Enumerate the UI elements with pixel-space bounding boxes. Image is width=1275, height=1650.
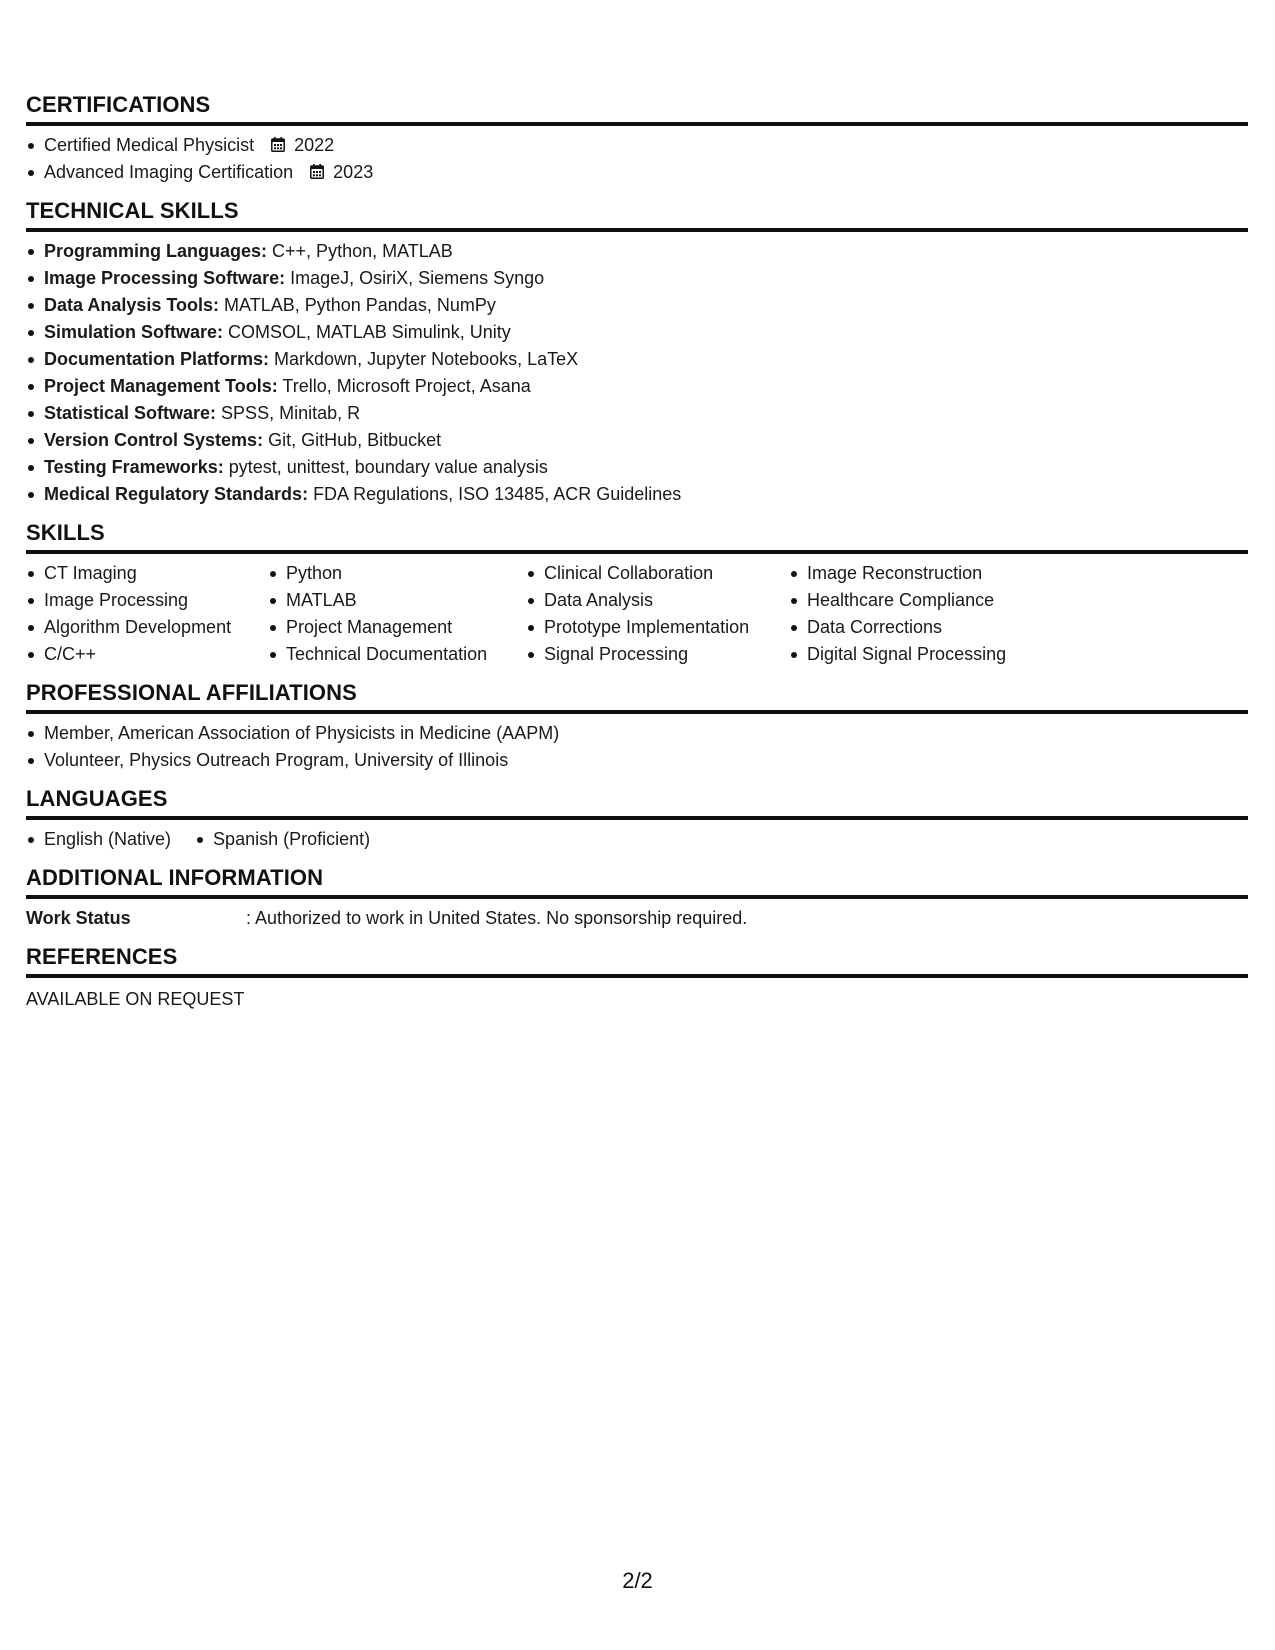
resume-page: [26, 92, 1248, 1025]
skill-item: Image Processing: [26, 587, 268, 614]
skill-item: Healthcare Compliance: [789, 587, 1049, 614]
languages-list: [26, 826, 1248, 853]
skill-item: Digital Signal Processing: [789, 641, 1049, 668]
technical-skill-label: Image Processing Software:: [44, 268, 286, 288]
technical-skill-item: [26, 319, 1248, 346]
technical-skill-label: Project Management Tools:: [44, 376, 278, 396]
technical-skill-item: [26, 346, 1248, 373]
skill-item: Image Reconstruction: [789, 560, 1049, 587]
technical-skill-value: pytest, unittest, boundary value analysis: [223, 457, 548, 477]
technical-skill-value: C++, Python, MATLAB: [267, 241, 453, 261]
certification-item: [26, 132, 1248, 159]
skill-item: Clinical Collaboration: [526, 560, 789, 587]
skills-heading: SKILLS: [26, 520, 1248, 554]
technical-skill-item: [26, 454, 1248, 481]
language-item: English (Native): [26, 826, 171, 853]
work-status-row: [26, 905, 1248, 932]
technical-skill-label: Documentation Platforms:: [44, 349, 270, 369]
skills-column-4: [789, 560, 1049, 668]
skills-column-1: [26, 560, 268, 668]
affiliation-item: Member, American Association of Physicists in Medicine (AAPM): [26, 720, 1248, 747]
additional-info-heading: ADDITIONAL INFORMATION: [26, 865, 1248, 899]
skills-grid: [26, 560, 1248, 668]
technical-skill-label: Testing Frameworks:: [44, 457, 224, 477]
calendar-icon: [310, 164, 324, 179]
skill-item: C/C++: [26, 641, 268, 668]
skills-column-2: [268, 560, 526, 668]
certifications-section: [26, 92, 1248, 186]
technical-skill-item: [26, 373, 1248, 400]
languages-section: [26, 786, 1248, 853]
language-item: Spanish (Proficient): [195, 826, 370, 853]
calendar-icon: [271, 137, 285, 152]
technical-skill-value: Git, GitHub, Bitbucket: [263, 430, 442, 450]
technical-skill-item: [26, 481, 1248, 508]
technical-skill-value: FDA Regulations, ISO 13485, ACR Guidelines: [308, 484, 682, 504]
skill-item: CT Imaging: [26, 560, 268, 587]
skill-item: Project Management: [268, 614, 526, 641]
certification-item: [26, 159, 1248, 186]
technical-skill-value: Markdown, Jupyter Notebooks, LaTeX: [269, 349, 579, 369]
technical-skill-label: Programming Languages:: [44, 241, 268, 261]
certifications-list: [26, 132, 1248, 186]
certification-name: Certified Medical Physicist: [44, 135, 255, 155]
technical-skill-label: Simulation Software:: [44, 322, 224, 342]
skill-item: Signal Processing: [526, 641, 789, 668]
technical-skill-label: Medical Regulatory Standards:: [44, 484, 309, 504]
technical-skills-list: [26, 238, 1248, 508]
technical-skill-value: ImageJ, OsiriX, Siemens Syngo: [285, 268, 545, 288]
certification-year: 2023: [333, 162, 374, 182]
technical-skill-value: Trello, Microsoft Project, Asana: [277, 376, 531, 396]
skills-section: [26, 520, 1248, 668]
certification-year: 2022: [294, 135, 335, 155]
technical-skill-label: Version Control Systems:: [44, 430, 264, 450]
technical-skill-item: [26, 238, 1248, 265]
references-heading: REFERENCES: [26, 944, 1248, 978]
technical-skill-item: [26, 400, 1248, 427]
technical-skill-label: Statistical Software:: [44, 403, 217, 423]
skill-item: Prototype Implementation: [526, 614, 789, 641]
affiliations-heading: PROFESSIONAL AFFILIATIONS: [26, 680, 1248, 714]
technical-skill-value: COMSOL, MATLAB Simulink, Unity: [223, 322, 511, 342]
technical-skill-item: [26, 265, 1248, 292]
skill-item: Python: [268, 560, 526, 587]
technical-skills-heading: TECHNICAL SKILLS: [26, 198, 1248, 232]
skill-item: Data Analysis: [526, 587, 789, 614]
technical-skill-label: Data Analysis Tools:: [44, 295, 220, 315]
affiliations-section: [26, 680, 1248, 774]
technical-skill-value: SPSS, Minitab, R: [216, 403, 361, 423]
work-status-label: Work Status: [26, 908, 131, 928]
technical-skill-item: [26, 427, 1248, 454]
additional-info-section: [26, 865, 1248, 932]
skill-item: Data Corrections: [789, 614, 1049, 641]
skill-item: MATLAB: [268, 587, 526, 614]
certifications-heading: CERTIFICATIONS: [26, 92, 1248, 126]
technical-skill-value: MATLAB, Python Pandas, NumPy: [219, 295, 496, 315]
certification-name: Advanced Imaging Certification: [44, 162, 294, 182]
affiliations-list: [26, 720, 1248, 774]
technical-skill-item: [26, 292, 1248, 319]
skills-column-3: [526, 560, 789, 668]
skill-item: Algorithm Development: [26, 614, 268, 641]
technical-skills-section: [26, 198, 1248, 508]
work-status-value: : Authorized to work in United States. No sponsorship required.: [246, 908, 748, 928]
references-section: [26, 944, 1248, 1013]
languages-heading: LANGUAGES: [26, 786, 1248, 820]
skill-item: Technical Documentation: [268, 641, 526, 668]
affiliation-item: Volunteer, Physics Outreach Program, University of Illinois: [26, 747, 1248, 774]
references-text: AVAILABLE ON REQUEST: [26, 989, 245, 1009]
page-number: 2/2: [622, 1568, 653, 1593]
